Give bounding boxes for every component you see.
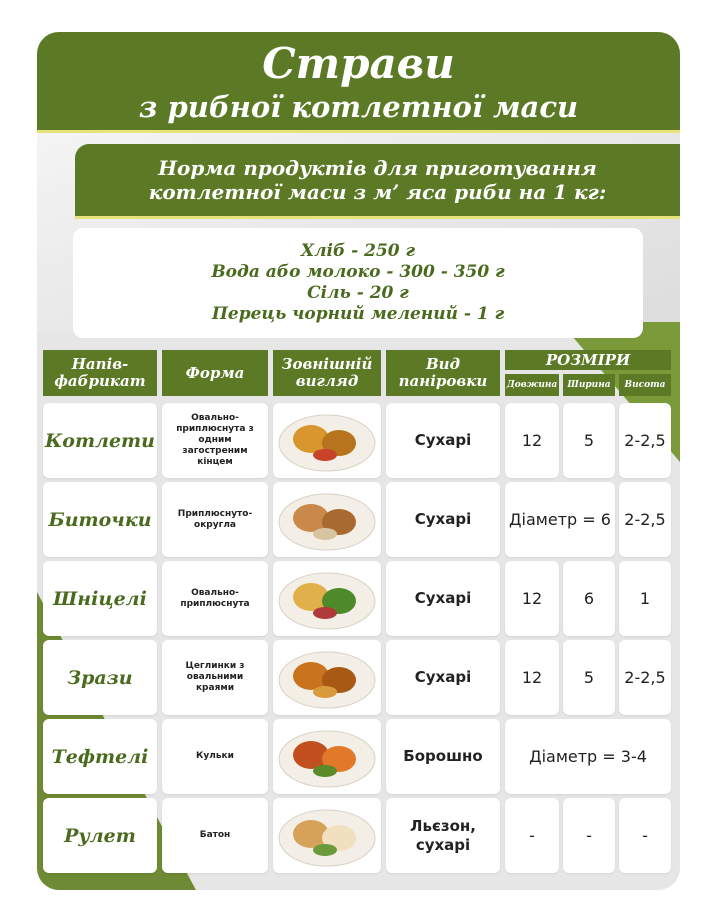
row-length-cell-text: 12 <box>521 589 543 608</box>
row-breading-cell <box>386 798 500 873</box>
row-name-cell <box>43 719 157 794</box>
row-breading-cell <box>386 482 500 557</box>
row-shape-cell-text: Овально-приплюснута з одним загостреним кінцем <box>176 413 254 467</box>
row-shape-cell-text: Приплюснуто-округла <box>177 508 253 530</box>
row-name-cell <box>43 798 157 873</box>
header-appearance: Зовнішній вигляд <box>273 350 381 396</box>
row-name-cell-text: Зрази <box>67 666 133 689</box>
row-width-cell-text: 6 <box>583 589 595 608</box>
row-shape-cell-text: Батон <box>199 830 231 840</box>
header-height: Висота <box>619 374 671 396</box>
row-height-cell-text: - <box>642 826 648 845</box>
row-height-cell <box>619 482 671 557</box>
row-shape-cell <box>162 403 268 478</box>
row-width-cell <box>563 640 615 715</box>
row-height-cell <box>619 798 671 873</box>
row-shape-cell <box>162 561 268 636</box>
patties-photo <box>273 482 381 557</box>
ingredient-item: Хліб - 250 г <box>300 241 416 261</box>
row-breading-cell <box>386 561 500 636</box>
row-height-cell-text: 1 <box>639 589 651 608</box>
dish-image <box>273 640 381 715</box>
row-diameter-cell <box>505 719 671 794</box>
zrazy-photo <box>273 640 381 715</box>
row-width-cell-text: - <box>586 826 592 845</box>
header-product: Напів-фабрикат <box>43 350 157 396</box>
page-title: Страви <box>262 39 455 88</box>
schnitzel-photo <box>273 561 381 636</box>
row-breading-cell <box>386 719 500 794</box>
header-breading: Вид паніровки <box>386 350 500 396</box>
row-name-cell-text: Тефтелі <box>51 745 149 768</box>
ingredient-item: Вода або молоко - 300 - 350 г <box>211 262 505 282</box>
dish-image <box>273 719 381 794</box>
dish-image <box>273 482 381 557</box>
ingredient-item: Сіль - 20 г <box>307 283 409 303</box>
row-shape-cell <box>162 719 268 794</box>
row-name-cell-text: Рулет <box>64 824 136 847</box>
header-shape: Форма <box>162 350 268 396</box>
row-name-cell <box>43 482 157 557</box>
row-height-cell-text: 2-2,5 <box>624 431 666 450</box>
row-height-cell-text: 2-2,5 <box>624 510 666 529</box>
row-shape-cell <box>162 798 268 873</box>
row-breading-cell <box>386 640 500 715</box>
row-length-cell <box>505 561 559 636</box>
row-length-cell <box>505 798 559 873</box>
row-diameter-cell-text: Діаметр = 6 <box>509 510 611 529</box>
row-diameter-cell-text: Діаметр = 3-4 <box>529 747 647 766</box>
row-name-cell-text: Шніцелі <box>53 587 147 610</box>
cutlets-photo <box>273 403 381 478</box>
page-subtitle: з рибної котлетної маси <box>138 90 579 124</box>
row-breading-cell-text: Сухарі <box>414 668 472 686</box>
row-length-cell-text: 12 <box>521 668 543 687</box>
row-name-cell-text: Биточки <box>48 508 152 531</box>
row-width-cell <box>563 403 615 478</box>
dish-image <box>273 403 381 478</box>
row-height-cell <box>619 640 671 715</box>
ingredients-list <box>73 228 643 338</box>
row-name-cell-text: Котлети <box>45 429 155 452</box>
row-width-cell-text: 5 <box>583 668 595 687</box>
row-width-cell-text: 5 <box>583 431 595 450</box>
row-name-cell <box>43 640 157 715</box>
row-diameter-cell <box>505 482 615 557</box>
poster-header <box>37 32 680 133</box>
row-width-cell <box>563 561 615 636</box>
header-length: Довжина <box>505 374 559 396</box>
row-breading-cell-text: Борошно <box>403 747 483 765</box>
meatballs-photo <box>273 719 381 794</box>
row-name-cell <box>43 561 157 636</box>
ingredient-item: Перець чорний мелений - 1 г <box>211 304 505 324</box>
norm-heading <box>75 144 680 219</box>
row-breading-cell-text: Сухарі <box>414 431 472 449</box>
row-length-cell-text: 12 <box>521 431 543 450</box>
row-breading-cell <box>386 403 500 478</box>
row-shape-cell-text: Овально-приплюснута <box>180 587 250 609</box>
row-height-cell <box>619 561 671 636</box>
header-sizes: РОЗМІРИ <box>505 350 671 370</box>
header-width: Ширина <box>563 374 615 396</box>
row-length-cell <box>505 403 559 478</box>
dish-image <box>273 798 381 873</box>
row-length-cell-text: - <box>529 826 535 845</box>
row-length-cell <box>505 640 559 715</box>
row-breading-cell-text: Льєзон, сухарі <box>410 816 476 854</box>
dish-image <box>273 561 381 636</box>
row-shape-cell <box>162 640 268 715</box>
row-shape-cell-text: Кульки <box>196 751 234 761</box>
row-height-cell-text: 2-2,5 <box>624 668 666 687</box>
row-name-cell <box>43 403 157 478</box>
norm-heading-line1: Норма продуктів для приготування <box>158 156 597 180</box>
row-shape-cell <box>162 482 268 557</box>
roll-photo <box>273 798 381 873</box>
norm-heading-line2: котлетної маси з м’ яса риби на 1 кг: <box>148 180 607 204</box>
row-shape-cell-text: Цеглинки з овальними краями <box>185 661 245 693</box>
row-breading-cell-text: Сухарі <box>414 589 472 607</box>
row-height-cell <box>619 403 671 478</box>
row-breading-cell-text: Сухарі <box>414 510 472 528</box>
row-width-cell <box>563 798 615 873</box>
